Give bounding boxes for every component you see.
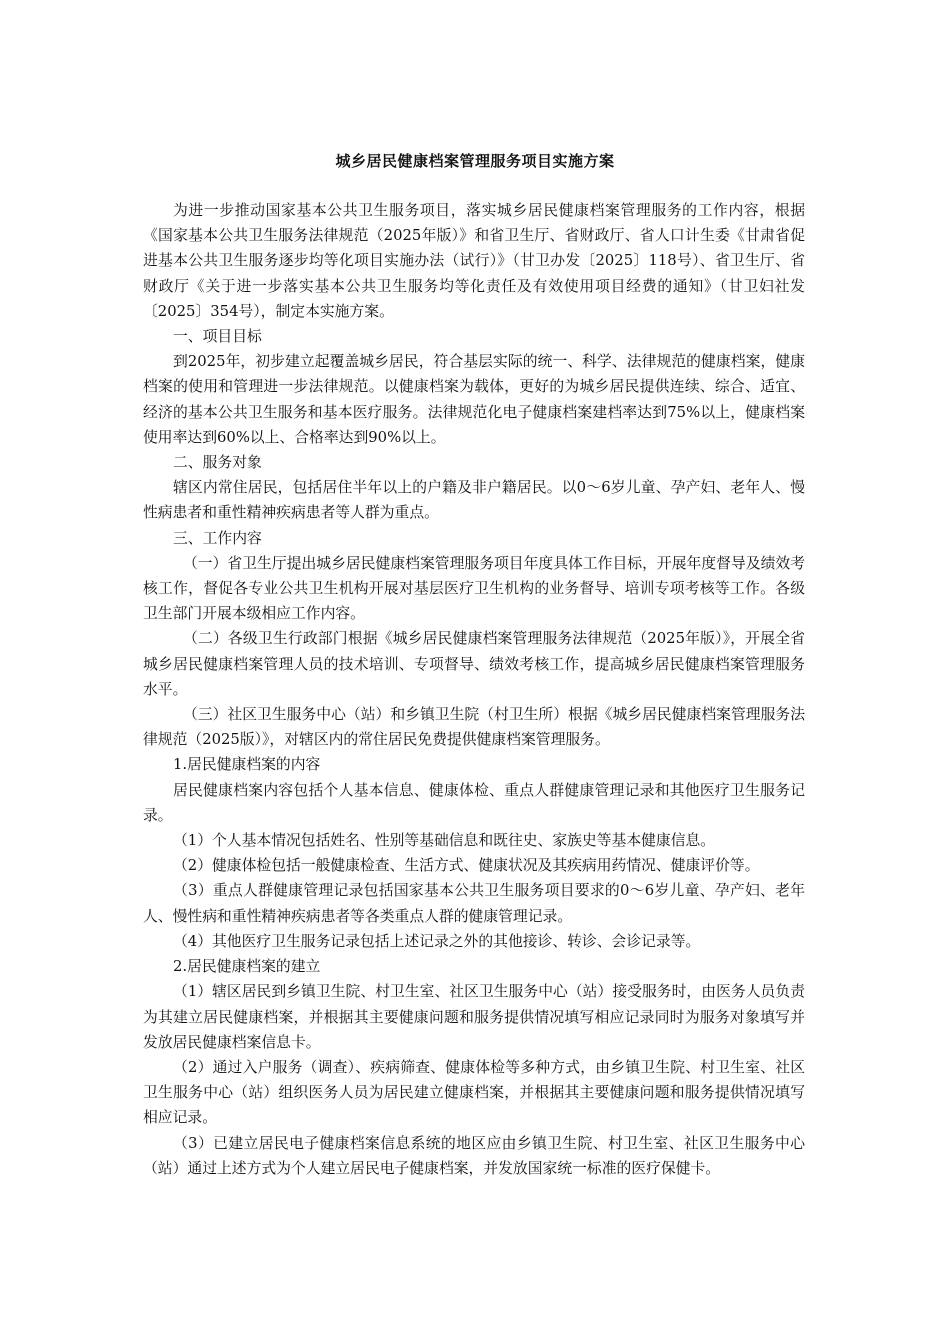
list-item-content-3: （3）重点人群健康管理记录包括国家基本公共卫生服务项目要求的0～6岁儿童、孕产妇、老年人、慢性病和重性精神疾病患者等各类重点人群的健康管理记录。 [143, 882, 805, 925]
list-item-content-2: （2）健康体检包括一般健康检查、生活方式、健康状况及其疾病用药情况、健康评价等。 [173, 857, 760, 875]
subheading-archive-content: 1.居民健康档案的内容 [173, 756, 321, 774]
paragraph-intro: 为进一步推动国家基本公共卫生服务项目，落实城乡居民健康档案管理服务的工作内容，根据《国家基本公共卫生服务法律规范（2025年版）》和省卫生厅、省财政厅、省人口计生委《甘肃省促进基本公共卫生服务逐步均等化项目实施办法（试行）》（甘卫办发〔2025〕118号）、省卫生厅、省财政厅《关于进一步落实基本公共卫生服务均等化责任及有效使用项目经费的通知》（甘卫妇社发〔2025〕354号），制定本实施方案。 [143, 202, 805, 320]
paragraph-work-2: （二）各级卫生行政部门根据《城乡居民健康档案管理服务法律规范（2025年版）》，开展全省城乡居民健康档案管理人员的技术培训、专项督导、绩效考核工作，提高城乡居民健康档案管理服务水平。 [143, 630, 805, 698]
paragraph-goal: 到2025年，初步建立起覆盖城乡居民，符合基层实际的统一、科学、法律规范的健康档案，健康档案的使用和管理进一步法律规范。以健康档案为载体，更好的为城乡居民提供连续、综合、适宜、经济的基本公共卫生服务和基本医疗服务。法律规范化电子健康档案建档率达到75%以上，健康档案使用率达到60%以上、合格率达到90%以上。 [143, 353, 805, 446]
list-item-establish-1: （1）辖区居民到乡镇卫生院、村卫生室、社区卫生服务中心（站）接受服务时，由医务人员负责为其建立居民健康档案，并根据其主要健康问题和服务提供情况填写相应记录同时为服务对象填写并发放居民健康档案信息卡。 [143, 983, 805, 1051]
document-title: 城乡居民健康档案管理服务项目实施方案 [335, 152, 615, 170]
list-item-establish-2: （2）通过入户服务（调查）、疾病筛查、健康体检等多种方式，由乡镇卫生院、村卫生室、社区卫生服务中心（站）组织医务人员为居民建立健康档案，并根据其主要健康问题和服务提供情况填写相应记录。 [143, 1058, 805, 1127]
heading-project-goal: 一、项目目标 [173, 328, 262, 346]
paragraph-work-3: （三）社区卫生服务中心（站）和乡镇卫生院（村卫生所）根据《城乡居民健康档案管理服务法律规范（2025版）》，对辖区内的常住居民免费提供健康档案管理服务。 [143, 706, 805, 749]
heading-service-target: 二、服务对象 [173, 454, 262, 472]
list-item-establish-3: （3）已建立居民电子健康档案信息系统的地区应由乡镇卫生院、村卫生室、社区卫生服务中心（站）通过上述方式为个人建立居民电子健康档案，并发放国家统一标准的医疗保健卡。 [143, 1134, 805, 1177]
heading-work-content: 三、工作内容 [173, 529, 262, 547]
paragraph-target: 辖区内常住居民，包括居住半年以上的户籍及非户籍居民。以0～6岁儿童、孕产妇、老年人、慢性病患者和重性精神疾病患者等人群为重点。 [143, 479, 805, 522]
list-item-content-4: （4）其他医疗卫生服务记录包括上述记录之外的其他接诊、转诊、会诊记录等。 [173, 932, 701, 950]
document-body [143, 198, 805, 1181]
paragraph-work-1: （一）省卫生厅提出城乡居民健康档案管理服务项目年度具体工作目标，开展年度督导及绩效考核工作，督促各专业公共卫生机构开展对基层医疗卫生机构的业务督导、培训专项考核等工作。各级卫生部门开展本级相应工作内容。 [143, 554, 805, 623]
subheading-archive-establish: 2.居民健康档案的建立 [173, 958, 321, 976]
list-item-content-1: （1）个人基本情况包括姓名、性别等基础信息和既往史、家族史等基本健康信息。 [173, 832, 716, 850]
paragraph-archive-content: 居民健康档案内容包括个人基本信息、健康体检、重点人群健康管理记录和其他医疗卫生服务记录。 [143, 781, 805, 824]
